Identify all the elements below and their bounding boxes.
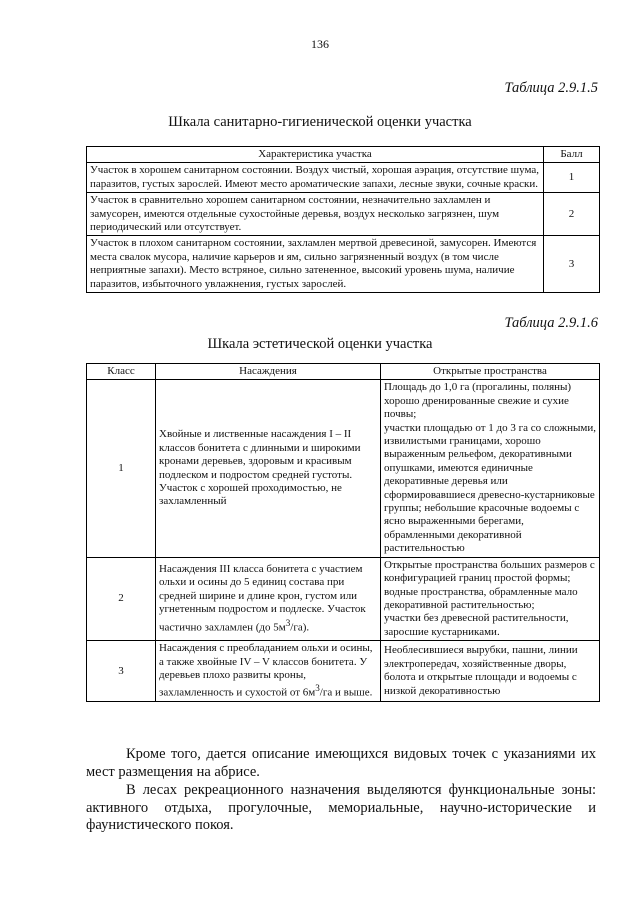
plantings-text: Насаждения с преобладанием ольхи и осины, а также хвойные IV – V классов бонитета. У деревьев плохо развиты кроны, захламленность и сухостой от 6м xyxy=(159,642,373,699)
header-class: Класс xyxy=(87,364,156,380)
row-open-spaces xyxy=(381,641,600,702)
plantings-superscript: 3 xyxy=(285,617,291,628)
row-open-spaces xyxy=(381,380,600,557)
open-spaces-line: Необлесившиеся вырубки, пашни, линии электропередач, хозяйственные дворы, болота и открытые площади и водоемы с низкой декоративностью xyxy=(384,644,578,697)
paragraph-functional-zones: В лесах рекреационного назначения выделяются функциональные зоны: активного отдыха, прогулочные, мемориальные, научно-исторические и фаунистического покоя. xyxy=(86,782,596,834)
table-row xyxy=(87,557,600,640)
open-spaces-line: Открытые пространства больших размеров с конфигурацией границ простой формы; водные пространства, обрамленные мало декоративной растительностью; xyxy=(384,558,595,611)
table-caption-2-9-1-5: Таблица 2.9.1.5 xyxy=(504,80,598,96)
sanitary-score-table xyxy=(86,146,600,293)
open-spaces-line: участки площадью от 1 до 3 га со сложными, извилистыми границами, хорошо выраженным рельефом, декоративными опушками, имеются единичные декоративные деревья или сформировавшиеся древесно-кустарниковые группы; небольшие красочные водоемы с ясно выраженными берегами, обрамленными декоративной растительностью xyxy=(384,421,597,555)
row-characteristic: Участок в хорошем санитарном состоянии. Воздух чистый, хорошая аэрация, отсутствие шума, паразитов, густых зарослей. Имеют место ароматические запахи, лесные звуки, сочные краски. xyxy=(87,163,544,193)
row-class: 1 xyxy=(87,380,156,557)
row-plantings: Хвойные и лиственные насаждения I – II классов бонитета с длинными и широкими кронами деревьев, здоровым и красивым подлеском и подростом средней густоты. Участок с хорошей проходимостью, не захламленный xyxy=(156,380,381,557)
row-plantings xyxy=(156,557,381,640)
row-score: 2 xyxy=(544,193,600,236)
row-characteristic: Участок в плохом санитарном состоянии, захламлен мертвой древесиной, замусорен. Имеются места свалок мусора, наличие карьеров и ям, сильно загрязненный воздух (в том числе неприятные запахи). Место встряное, сильно затененное, высокий уровень шума, наличие паразитов, избыточного увлажнения, густых зарослей. xyxy=(87,236,544,293)
plantings-text: Насаждения III класса бонитета с участием ольхи и осины до 5 единиц состава при средней ширине и длине крон, густом или угнетенным подростом и подлеске. Участок частично захламлен (до 5м xyxy=(159,563,366,634)
header-open-spaces: Открытые пространства xyxy=(381,364,600,380)
table-row xyxy=(87,163,600,193)
row-class: 3 xyxy=(87,641,156,702)
plantings-text-end: /га). xyxy=(290,621,310,634)
table-row xyxy=(87,380,600,557)
header-characteristic: Характеристика участка xyxy=(87,147,544,163)
table-header-row xyxy=(87,364,600,380)
page-number: 136 xyxy=(311,37,329,51)
row-class: 2 xyxy=(87,557,156,640)
open-spaces-line: участки без древесной растительности, заросшие кустарниками. xyxy=(384,612,569,638)
open-spaces-line: Площадь до 1,0 га (прогалины, поляны) хорошо дренированные свежие и сухие почвы; xyxy=(384,381,572,421)
row-score: 3 xyxy=(544,236,600,293)
row-plantings xyxy=(156,641,381,702)
aesthetic-score-table xyxy=(86,363,600,702)
row-characteristic: Участок в сравнительно хорошем санитарном состоянии, незначительно захламлен и замусорен, имеются отдельные сухостойные деревья, воздух несколько загрязнен, шум периодический или отсутствует. xyxy=(87,193,544,236)
table-row xyxy=(87,236,600,293)
paragraph-viewpoints: Кроме того, дается описание имеющихся видовых точек с указаниями их мест размещения на абрисе. xyxy=(86,746,596,780)
header-plantings: Насаждения xyxy=(156,364,381,380)
table-header-row xyxy=(87,147,600,163)
table-caption-2-9-1-6: Таблица 2.9.1.6 xyxy=(504,315,598,331)
plantings-superscript: 3 xyxy=(315,683,320,694)
table-title-sanitary: Шкала санитарно-гигиенической оценки участка xyxy=(168,114,472,130)
table-title-aesthetic: Шкала эстетической оценки участка xyxy=(207,336,433,352)
header-score: Балл xyxy=(544,147,600,163)
row-score: 1 xyxy=(544,163,600,193)
table-row xyxy=(87,193,600,236)
plantings-text-end: /га и выше. xyxy=(319,687,373,699)
table-row xyxy=(87,641,600,702)
row-open-spaces xyxy=(381,557,600,640)
